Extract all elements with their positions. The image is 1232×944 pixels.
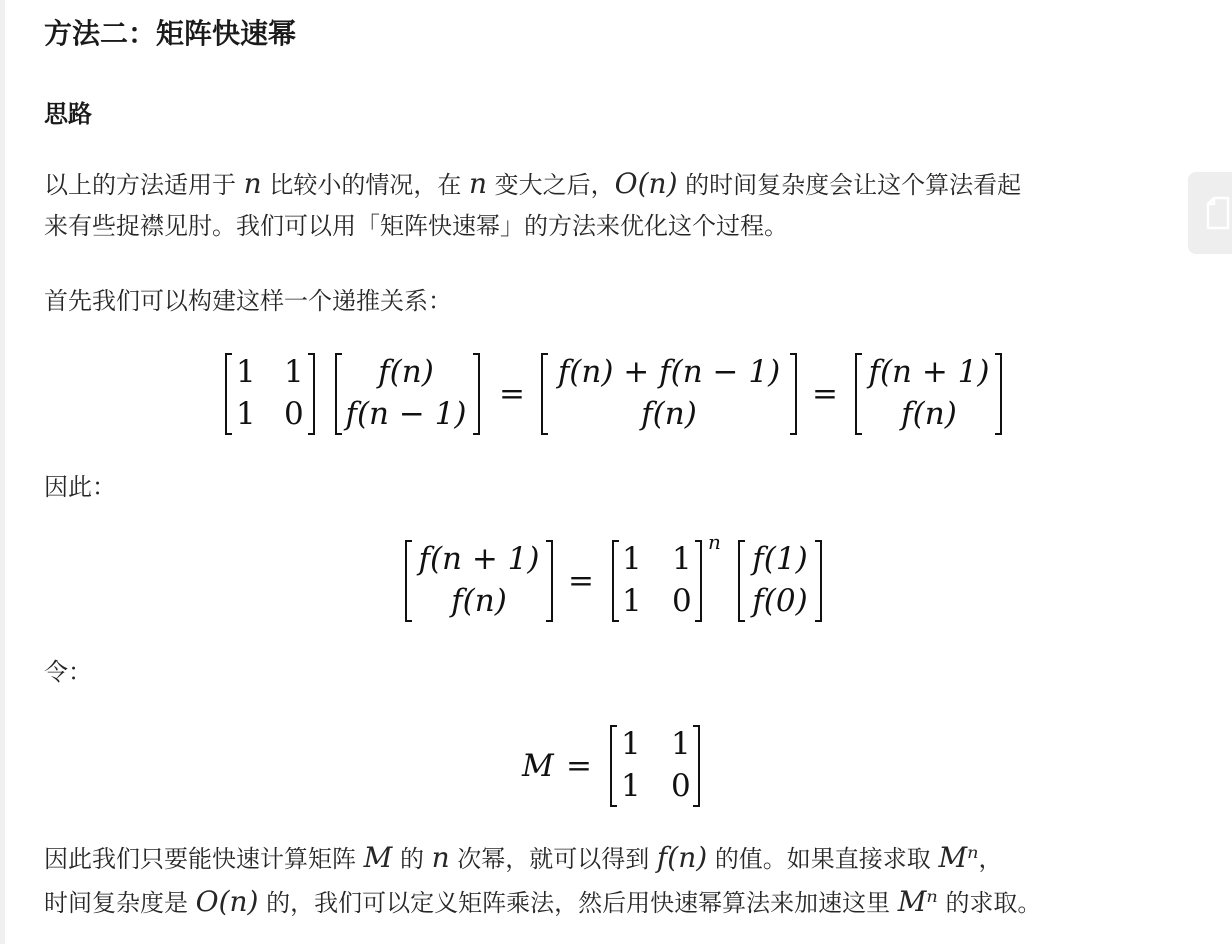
paragraph-let: 令： [44,658,92,686]
vector-entry: f(0) [752,583,808,619]
equation-recurrence [44,350,1189,440]
math-n: n [243,167,262,200]
math-big-o: O(n) [195,885,259,918]
equals-sign: = [568,563,594,599]
math-n: n [431,841,450,874]
matrix-symbol: M [522,748,554,784]
matrix-entry: 1 [671,726,691,762]
vector-entry: f(n) [451,583,507,619]
equals-sign: = [566,748,592,784]
matrix-entry: 0 [284,396,304,432]
math-big-o: O(n) [614,167,678,200]
matrix-entry: 1 [622,541,642,577]
math-fn: f(n) [656,841,708,874]
text: 以上的方法适用于 [44,171,236,199]
vector-entry: f(1) [752,541,808,577]
vector-entry: f(n) [378,354,434,390]
text: 变大之后， [494,171,615,199]
matrix-entry: 1 [672,541,692,577]
matrix-entry: 1 [236,354,256,390]
vector-entry: f(n) + f(n − 1) [557,354,781,390]
math-n: n [468,167,488,200]
paragraph-therefore: 因此： [44,473,116,501]
paragraph-conclusion-line1 [44,837,1002,880]
paragraph-recurrence: 首先我们可以构建这样一个递推关系： [44,287,452,315]
side-note-tab[interactable] [1188,172,1232,254]
exponent: n [708,530,721,554]
vector-entry: f(n) [901,396,957,432]
math-Mn: Mⁿ [897,885,938,918]
text: 的，我们可以定义矩阵乘法，然后用快速幂算法来加速这里 [266,889,891,917]
equation-definition [44,722,1189,812]
text: 时间复杂度是 [44,889,188,917]
equation-power [44,530,1189,627]
vector-entry: f(n + 1) [418,541,540,577]
text: 因此我们只要能快速计算矩阵 [44,845,356,873]
matrix-entry: 1 [621,726,641,762]
text: 的时间复杂度会让这个算法看起 [685,171,1022,199]
vector-entry: f(n − 1) [345,396,467,432]
text: 比较小的情况，在 [269,171,462,199]
section-heading: 思路 [44,100,92,128]
paragraph-intro-line2: 来有些捉襟见肘。我们可以用「矩阵快速幂」的方法来优化这个过程。 [44,212,788,240]
matrix-entry: 1 [622,583,642,619]
math-M: M [363,841,393,874]
text: 的 [399,845,424,873]
paragraph-intro-line1 [44,163,1021,206]
equals-sign: = [812,376,838,412]
text: 的值。如果直接求取 [714,845,931,873]
matrix-entry: 0 [672,583,692,619]
math-Mn: Mⁿ [938,841,979,874]
vector-entry: f(n + 1) [868,354,990,390]
matrix-entry: 1 [284,354,304,390]
matrix-entry: 0 [671,768,691,804]
left-border [0,0,5,944]
vector-entry: f(n) [641,396,697,432]
page-title: 方法二：矩阵快速幂 [44,17,297,50]
matrix-entry: 1 [236,396,256,432]
text: ， [978,845,1003,873]
text: 的求取。 [945,889,1042,917]
note-icon [1206,196,1232,230]
text: 次幂，就可以得到 [457,845,650,873]
paragraph-conclusion-line2 [44,881,1041,924]
matrix-entry: 1 [621,768,641,804]
equals-sign: = [499,376,525,412]
